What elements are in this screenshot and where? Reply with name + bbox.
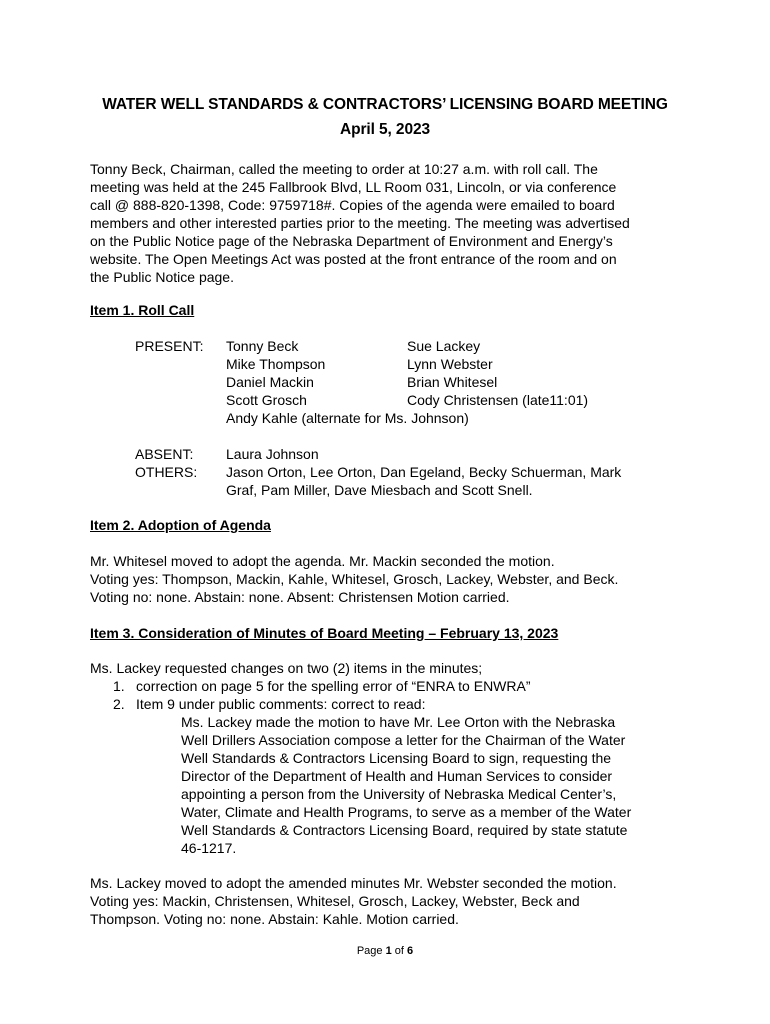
present-label: PRESENT: bbox=[135, 338, 204, 354]
others-value bbox=[226, 463, 621, 499]
present-member: Lynn Webster bbox=[407, 356, 493, 372]
quote-line: Well Drillers Association compose a letter for the Chairman of the Water bbox=[181, 732, 626, 748]
intro-paragraph bbox=[90, 160, 690, 286]
present-member: Sue Lackey bbox=[407, 338, 481, 354]
item2-paragraph bbox=[90, 552, 690, 606]
intro-line: call @ 888-820-1398, Code: 9759718#. Copies of the agenda were emailed to board bbox=[90, 197, 615, 213]
intro-line: Tonny Beck, Chairman, called the meeting to order at 10:27 a.m. with roll call. The bbox=[90, 161, 598, 177]
closing-line: Voting yes: Mackin, Christensen, Whitesel, Grosch, Lackey, Webster, Beck and bbox=[90, 893, 580, 909]
list-item-text: Item 9 under public comments: correct to read: bbox=[136, 696, 426, 712]
meeting-title: WATER WELL STANDARDS & CONTRACTORS’ LICENSING BOARD MEETING bbox=[102, 96, 668, 113]
item2-heading: Item 2. Adoption of Agenda bbox=[90, 517, 271, 533]
list-item-text: correction on page 5 for the spelling error of “ENRA to ENWRA” bbox=[136, 678, 531, 694]
item3-intro: Ms. Lackey requested changes on two (2) items in the minutes; bbox=[90, 660, 483, 676]
list-item-number: 2. bbox=[113, 696, 125, 712]
intro-line: members and other interested parties prior to the meeting. The meeting was advertised bbox=[90, 215, 630, 231]
present-member: Brian Whitesel bbox=[407, 374, 498, 390]
intro-line: the Public Notice page. bbox=[90, 269, 234, 285]
present-member: Daniel Mackin bbox=[226, 374, 314, 390]
meeting-date: April 5, 2023 bbox=[339, 121, 431, 138]
of-word: of bbox=[394, 945, 404, 957]
page-total: 6 bbox=[407, 945, 414, 957]
present-member: Scott Grosch bbox=[226, 392, 307, 408]
page-footer bbox=[0, 945, 770, 957]
quote-line: 46-1217. bbox=[181, 840, 237, 856]
present-member: Cody Christensen (late11:01) bbox=[407, 392, 589, 408]
quote-line: Well Standards & Contractors Licensing Board to sign, requesting the bbox=[181, 750, 612, 766]
present-extra: Andy Kahle (alternate for Ms. Johnson) bbox=[226, 410, 469, 426]
quoted-correction bbox=[181, 713, 631, 857]
quote-line: Water, Climate and Health Programs, to serve as a member of the Water bbox=[181, 804, 632, 820]
closing-line: Ms. Lackey moved to adopt the amended minutes Mr. Webster seconded the motion. bbox=[90, 875, 617, 891]
others-line: Jason Orton, Lee Orton, Dan Egeland, Becky Schuerman, Mark bbox=[226, 464, 622, 480]
page-number: 1 bbox=[385, 945, 392, 957]
closing-line: Thompson. Voting no: none. Abstain: Kahle. Motion carried. bbox=[90, 911, 459, 927]
list-item-number: 1. bbox=[113, 678, 125, 694]
intro-line: meeting was held at the 245 Fallbrook Blvd, LL Room 031, Lincoln, or via conference bbox=[90, 179, 617, 195]
item1-heading: Item 1. Roll Call bbox=[90, 302, 195, 318]
absent-label: ABSENT: bbox=[135, 446, 194, 462]
item2-line: Mr. Whitesel moved to adopt the agenda. Mr. Mackin seconded the motion. bbox=[90, 553, 555, 569]
intro-line: on the Public Notice page of the Nebraska Department of Environment and Energy’s bbox=[90, 233, 613, 249]
quote-line: Ms. Lackey made the motion to have Mr. Lee Orton with the Nebraska bbox=[181, 714, 616, 730]
others-line: Graf, Pam Miller, Dave Miesbach and Scott Snell. bbox=[226, 482, 533, 498]
absent-value: Laura Johnson bbox=[226, 446, 319, 462]
page-word: Page bbox=[356, 945, 383, 957]
item3-closing bbox=[90, 874, 690, 928]
item3-heading: Item 3. Consideration of Minutes of Board Meeting – February 13, 2023 bbox=[90, 625, 559, 641]
intro-line: website. The Open Meetings Act was posted at the front entrance of the room and on bbox=[90, 251, 617, 267]
present-member: Tonny Beck bbox=[226, 338, 299, 354]
item2-line: Voting yes: Thompson, Mackin, Kahle, Whitesel, Grosch, Lackey, Webster, and Beck. bbox=[90, 571, 619, 587]
present-member: Mike Thompson bbox=[226, 356, 326, 372]
quote-line: Director of the Department of Health and Human Services to consider bbox=[181, 768, 613, 784]
others-label: OTHERS: bbox=[135, 464, 198, 480]
quote-line: Well Standards & Contractors Licensing Board, required by state statute bbox=[181, 822, 628, 838]
item2-line: Voting no: none. Abstain: none. Absent: Christensen Motion carried. bbox=[90, 589, 510, 605]
quote-line: appointing a person from the University of Nebraska Medical Center’s, bbox=[181, 786, 617, 802]
present-right-col bbox=[407, 337, 588, 409]
